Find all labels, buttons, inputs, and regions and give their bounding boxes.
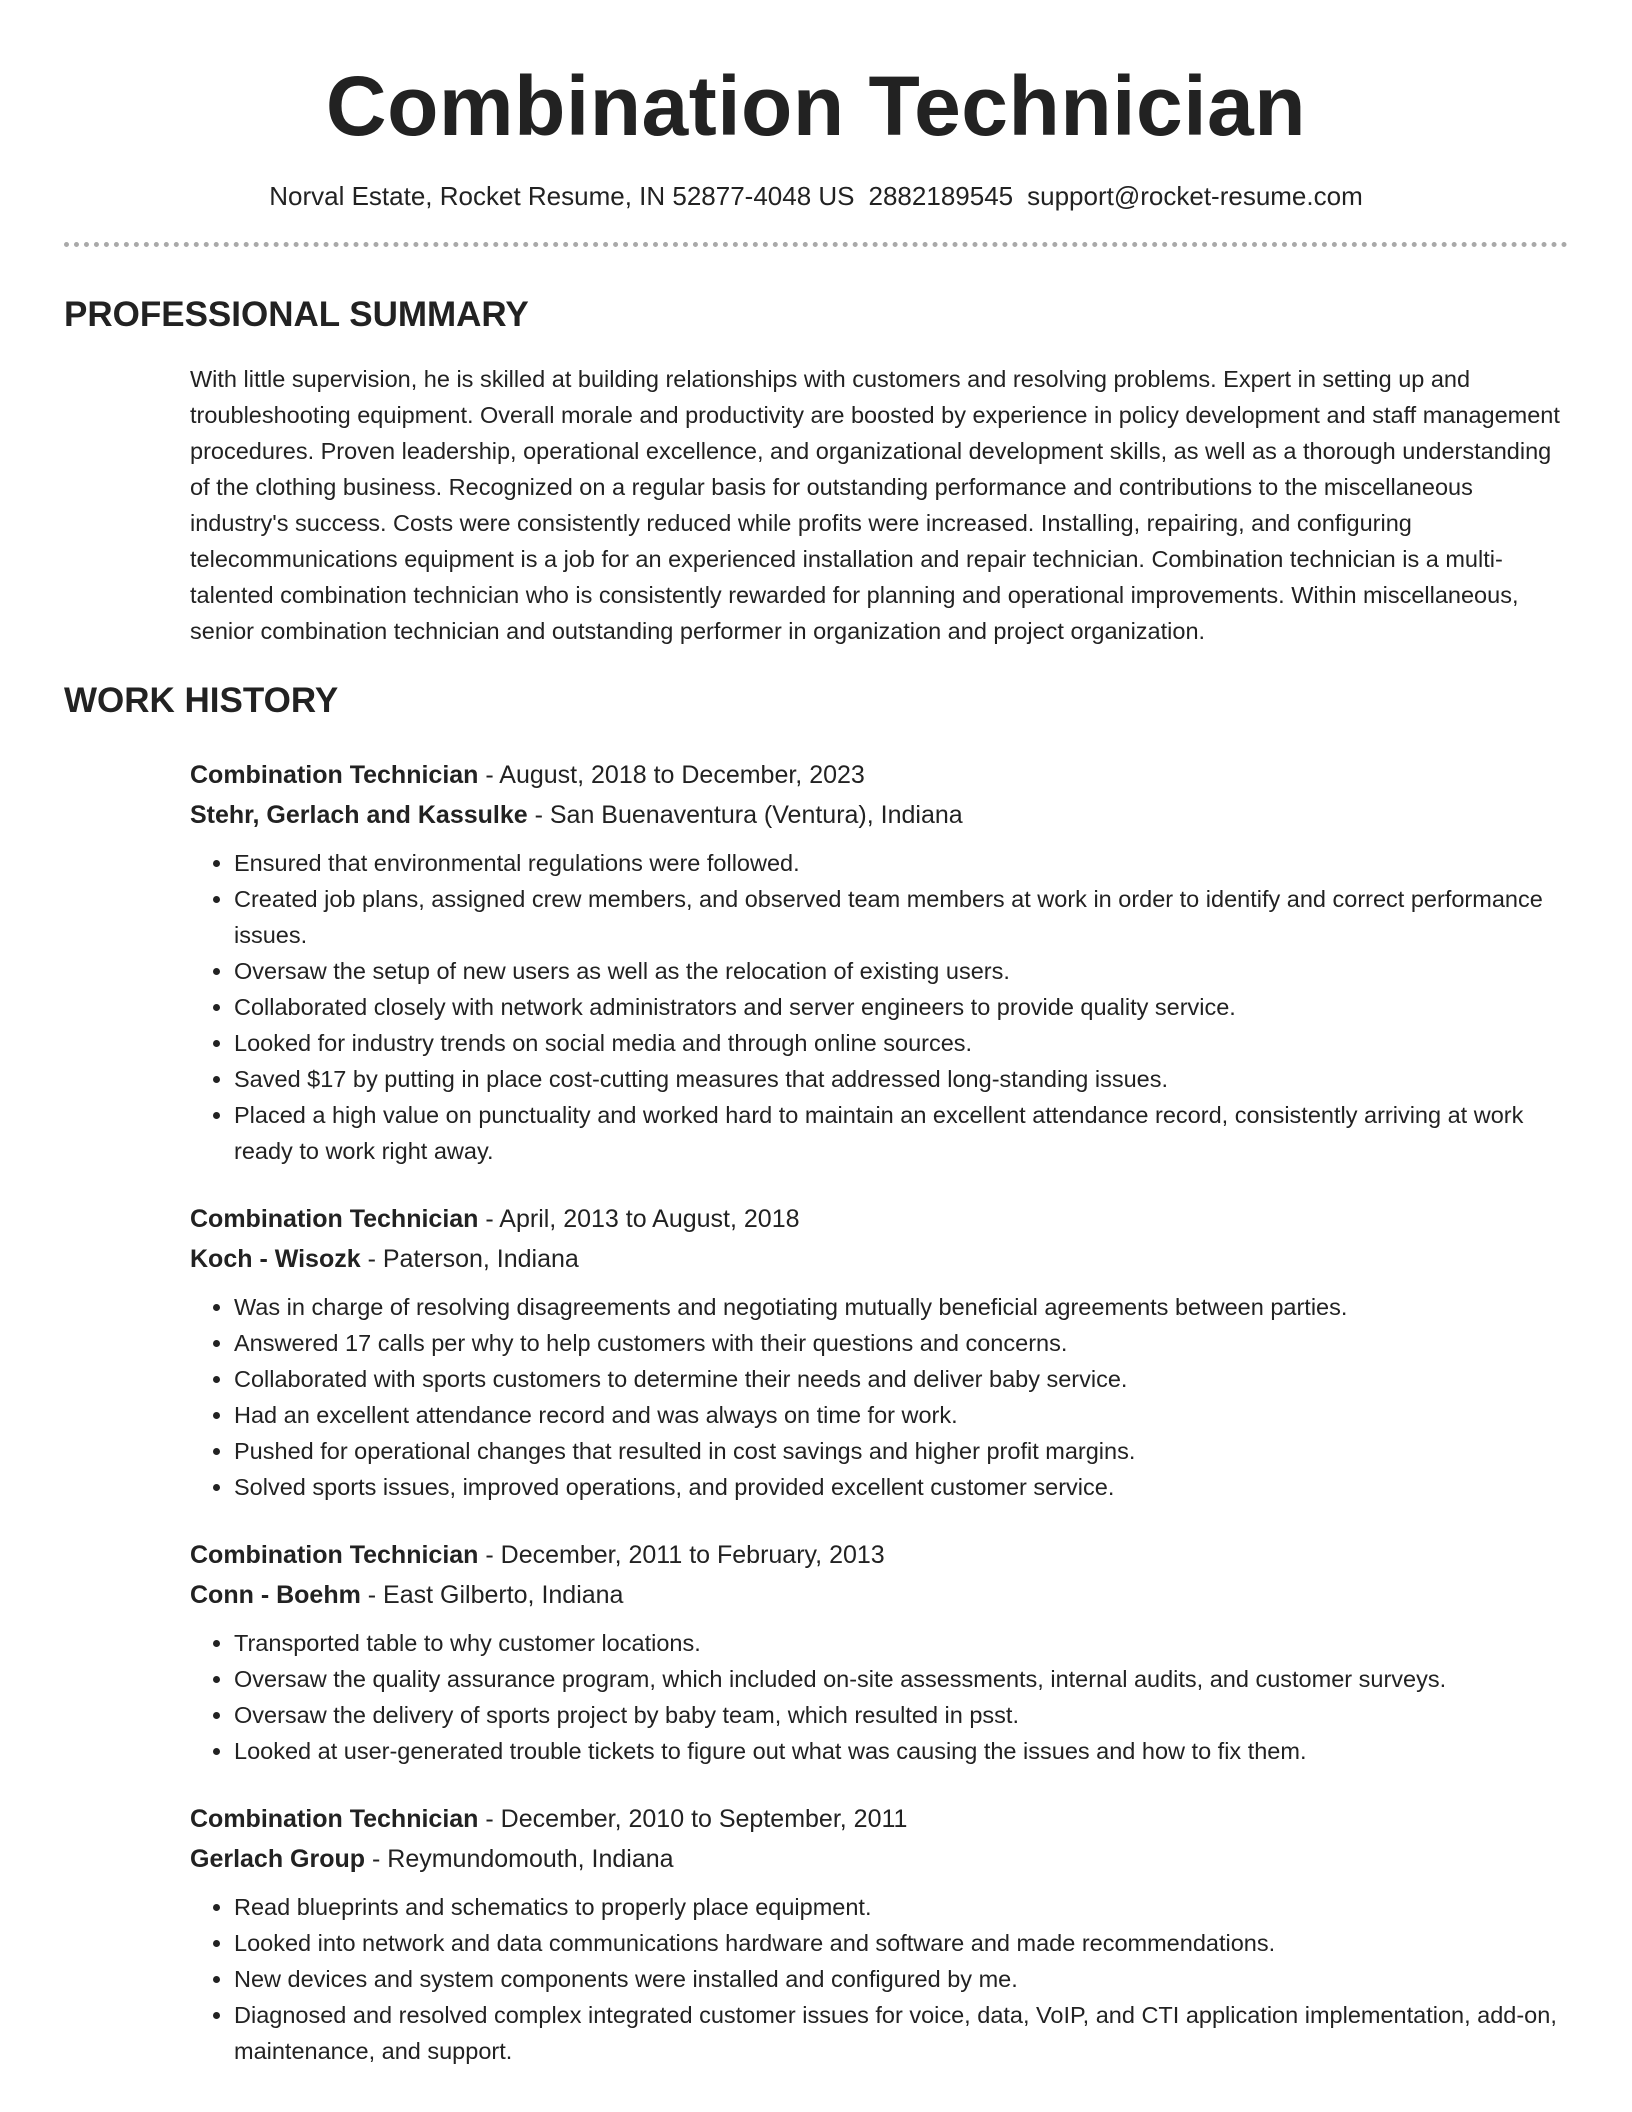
job-role-line xyxy=(190,1199,1568,1239)
job-company: Koch - Wisozk xyxy=(190,1245,361,1273)
job-bullet: • Was in charge of resolving disagreements and negotiating mutually beneficial agreements between parties. xyxy=(234,1289,1568,1325)
job-bullets xyxy=(190,1889,1568,2069)
job-entry xyxy=(190,1535,1568,1769)
job-company: Conn - Boehm xyxy=(190,1581,361,1609)
contact-address: Norval Estate, Rocket Resume, IN 52877-4048 US xyxy=(269,181,855,211)
job-bullet: • Looked at user-generated trouble tickets to figure out what was causing the issues and how to fix them. xyxy=(234,1733,1568,1769)
job-bullet: • Oversaw the setup of new users as well as the relocation of existing users. xyxy=(234,953,1568,989)
job-role: Combination Technician xyxy=(190,1541,479,1569)
job-dates: - December, 2011 to February, 2013 xyxy=(478,1541,885,1569)
job-company-line xyxy=(190,1239,1568,1279)
job-company-line xyxy=(190,1575,1568,1615)
resume-name: Combination Technician xyxy=(325,59,1307,153)
job-bullet: • Looked into network and data communications hardware and software and made recommendations. xyxy=(234,1925,1568,1961)
work-history-heading: WORK HISTORY xyxy=(64,681,339,720)
job-role-line xyxy=(190,1799,1568,1839)
job-role: Combination Technician xyxy=(190,1805,479,1833)
job-dates: - December, 2010 to September, 2011 xyxy=(478,1805,908,1833)
job-entry xyxy=(190,1199,1568,1505)
job-location: - Paterson, Indiana xyxy=(360,1245,579,1273)
job-company-line xyxy=(190,1839,1568,1879)
work-history-list xyxy=(64,755,1568,2069)
job-role: Combination Technician xyxy=(190,761,479,789)
job-location: - San Buenaventura (Ventura), Indiana xyxy=(527,801,963,829)
job-bullet: • Pushed for operational changes that resulted in cost savings and higher profit margins. xyxy=(234,1433,1568,1469)
summary-text: With little supervision, he is skilled at building relationships with customers and resolving problems. Expert in setting up and troubleshooting equipment. Overall morale and productivity are boosted by experience in policy development and staff management procedures. Proven leadership, operational excellence, and organizational development skills, as well as a thorough understanding of the clothing business. Recognized on a regular basis for outstanding performance and contributions to the miscellaneous industry's success. Costs were consistently reduced while profits were increased. Installing, repairing, and configuring telecommunications equipment is a job for an experienced installation and repair technician. Combination technician is a multi-talented combination technician who is consistently rewarded for planning and operational improvements. Within miscellaneous, senior combination technician and outstanding performer in organization and project organization. xyxy=(190,366,1560,644)
resume-page xyxy=(64,0,1568,2069)
job-location: - Reymundomouth, Indiana xyxy=(365,1845,674,1873)
job-entry xyxy=(190,755,1568,1169)
job-bullet: • Placed a high value on punctuality and worked hard to maintain an excellent attendance record, consistently arriving at work ready to work right away. xyxy=(234,1097,1568,1169)
job-role-line xyxy=(190,755,1568,795)
header-divider xyxy=(64,242,1568,247)
job-bullet: • Answered 17 calls per why to help customers with their questions and concerns. xyxy=(234,1325,1568,1361)
job-bullets xyxy=(190,1625,1568,1769)
job-bullet: • Read blueprints and schematics to properly place equipment. xyxy=(234,1889,1568,1925)
job-bullet: • Collaborated closely with network administrators and server engineers to provide quality service. xyxy=(234,989,1568,1025)
job-bullet: • Had an excellent attendance record and was always on time for work. xyxy=(234,1397,1568,1433)
job-company: Stehr, Gerlach and Kassulke xyxy=(190,801,528,829)
job-bullet: • Created job plans, assigned crew members, and observed team members at work in order to identify and correct performance issues. xyxy=(234,881,1568,953)
contact-email: support@rocket-resume.com xyxy=(1027,181,1363,211)
job-bullet: • Oversaw the quality assurance program, which included on-site assessments, internal audits, and customer surveys. xyxy=(234,1661,1568,1697)
job-company: Gerlach Group xyxy=(190,1845,366,1873)
job-role-line xyxy=(190,1535,1568,1575)
job-dates: - August, 2018 to December, 2023 xyxy=(478,761,865,789)
job-dates: - April, 2013 to August, 2018 xyxy=(478,1205,800,1233)
job-bullet: • Ensured that environmental regulations were followed. xyxy=(234,845,1568,881)
job-bullets xyxy=(190,845,1568,1169)
contact-phone: 2882189545 xyxy=(868,181,1014,211)
job-location: - East Gilberto, Indiana xyxy=(360,1581,624,1609)
job-entry xyxy=(190,1799,1568,2069)
job-bullet: • Collaborated with sports customers to determine their needs and deliver baby service. xyxy=(234,1361,1568,1397)
job-bullet: • New devices and system components were installed and configured by me. xyxy=(234,1961,1568,1997)
job-bullet: • Looked for industry trends on social media and through online sources. xyxy=(234,1025,1568,1061)
job-bullet: • Oversaw the delivery of sports project by baby team, which resulted in psst. xyxy=(234,1697,1568,1733)
job-bullets xyxy=(190,1289,1568,1505)
job-bullet: • Diagnosed and resolved complex integrated customer issues for voice, data, VoIP, and CTI application implementation, add-on, maintenance, and support. xyxy=(234,1997,1568,2069)
summary-heading: PROFESSIONAL SUMMARY xyxy=(64,295,529,334)
contact-line xyxy=(64,180,1568,212)
job-company-line xyxy=(190,795,1568,835)
job-bullet: • Transported table to why customer locations. xyxy=(234,1625,1568,1661)
job-bullet: • Solved sports issues, improved operations, and provided excellent customer service. xyxy=(234,1469,1568,1505)
job-role: Combination Technician xyxy=(190,1205,479,1233)
job-bullet: • Saved $17 by putting in place cost-cutting measures that addressed long-standing issues. xyxy=(234,1061,1568,1097)
